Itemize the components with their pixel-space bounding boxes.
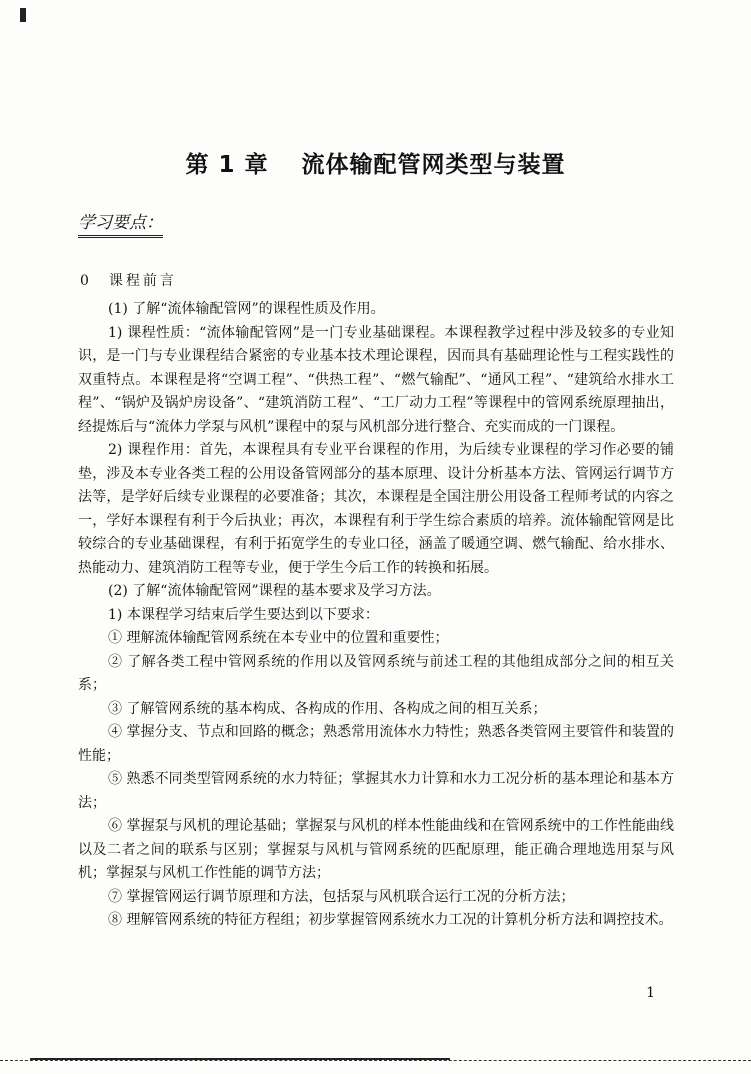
paragraph: 1) 课程性质：“流体输配管网”是一门专业基础课程。本课程教学过程中涉及较多的专业知识，是一门与专业课程结合紧密的专业基本技术理论课程，因而具有基础理论性与工程实践性的双重特点。本课程是将“空调工程”、“供热工程”、“燃气输配”、“通风工程”、“建筑给水排水工程”、“锅炉及锅炉房设备”、“建筑消防工程”、“工厂动力工程”等课程中的管网系统原理抽出，经提炼后与“流体力学泵与风机”课程中的泵与风机部分进行整合、充实而成的一门课程。 [78,324,674,435]
paragraph: 1) 本课程学习结束后学生要达到以下要求： [108,606,379,623]
footer-dashed-rule [0,1060,751,1061]
paragraph: (1) 了解“流体输配管网”的课程性质及作用。 [108,301,385,317]
paragraph: 2) 课程作用：首先，本课程具有专业平台课程的作用，为后续专业课程的学习作必要的铺垫，涉及本专业各类工程的公用设备管网部分的基本原理、设计分析基本方法、管网运行调节方法等，是学好后续专业课程的必要准备；其次，本课程是全国注册公用设备工程师考试的内容之一，学好本课程有利于今后执业；再次，本课程有利于学生综合素质的培养。流体输配管网是比较综合的专业基础课程，有利于拓宽学生的专业口径，涵盖了暖通空调、燃气输配、给水排水、热能动力、建筑消防工程等专业，便于学生今后工作的转换和拓展。 [78,442,674,576]
list-item: ③ 了解管网系统的基本构成、各构成的作用、各构成之间的相互关系； [108,700,547,717]
section-heading: 0 课程前言 [80,273,177,289]
study-points-heading: 学习要点： [78,208,163,238]
list-item: ⑤ 熟悉不同类型管网系统的水力特征；掌握其水力计算和水力工况分析的基本理论和基本方法； [78,771,674,811]
chapter-title: 第 1 章 流体输配管网类型与装置 [185,152,566,178]
body-text [78,298,674,933]
list-item: ① 理解流体输配管网系统在本专业中的位置和重要性； [108,630,449,646]
list-item: ② 了解各类工程中管网系统的作用以及管网系统与前述工程的其他组成部分之间的相互关系； [78,653,674,693]
page-number: 1 [646,985,655,1001]
scan-mark [20,8,26,22]
list-item: ⑦ 掌握管网运行调节原理和方法，包括泵与风机联合运行工况的分析方法； [108,888,575,905]
list-item: ⑧ 理解管网系统的特征方程组；初步掌握管网系统水力工况的计算机分析方法和调控技术。 [108,912,673,928]
list-item: ⑥ 掌握泵与风机的理论基础；掌握泵与风机的样本性能曲线和在管网系统中的工作性能曲线以及二者之间的联系与区别；掌握泵与风机与管网系统的匹配原理，能正确合理地选用泵与风机；掌握泵与风机工作性能的调节方法； [78,818,674,881]
list-item: ④ 掌握分支、节点和回路的概念；熟悉常用流体水力特性；熟悉各类管网主要管件和装置的性能； [78,724,674,764]
paragraph: (2) 了解“流体输配管网”课程的基本要求及学习方法。 [108,583,441,599]
